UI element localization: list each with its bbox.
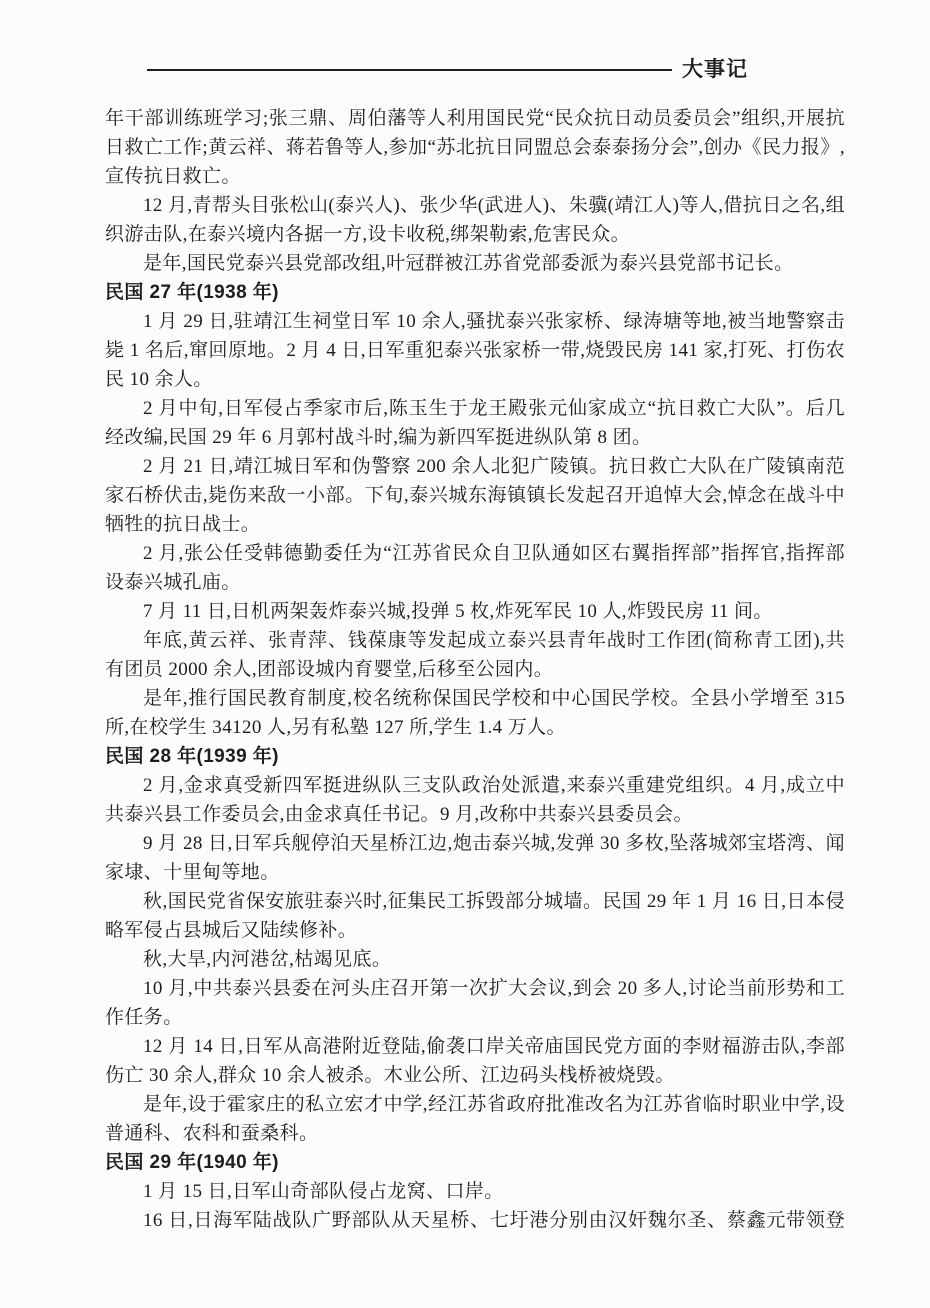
chronicle-paragraph: 2 月 21 日,靖江城日军和伪警察 200 余人北犯广陵镇。抗日救亡大队在广陵镇南范家石桥伏击,毙伤来敌一小部。下旬,泰兴城东海镇镇长发起召开追悼大会,悼念在战斗中牺牲的抗日战士。 xyxy=(105,456,845,535)
chronicle-paragraph: 年干部训练班学习;张三鼎、周伯藩等人利用国民党“民众抗日动员委员会”组织,开展抗日救亡工作;黄云祥、蒋若鲁等人,参加“苏北抗日同盟总会泰泰扬分会”,创办《民力报》,宣传抗日救亡。 xyxy=(105,108,845,187)
header-rule xyxy=(147,69,672,71)
section-heading: 民国 29 年(1940 年) xyxy=(105,1152,279,1173)
chronicle-paragraph: 1 月 29 日,驻靖江生祠堂日军 10 余人,骚扰泰兴张家桥、绿涛塘等地,被当地警察击毙 1 名后,窜回原地。2 月 4 日,日军重犯泰兴张家桥一带,烧毁民房 141 家,打死、打伤农民 10 余人。 xyxy=(105,311,845,390)
chronicle-paragraph: 年底,黄云祥、张青萍、钱葆康等发起成立泰兴县青年战时工作团(简称青工团),共有团员 2000 余人,团部设城内育婴堂,后移至公园内。 xyxy=(105,630,845,680)
chronicle-paragraph: 1 月 15 日,日军山奇部队侵占龙窝、口岸。 xyxy=(143,1181,504,1202)
chronicle-paragraph: 是年,设于霍家庄的私立宏才中学,经江苏省政府批准改名为江苏省临时职业中学,设普通科、农科和蚕桑科。 xyxy=(105,1094,845,1144)
section-heading: 民国 27 年(1938 年) xyxy=(105,282,279,303)
chronicle-paragraph: 2 月,张公任受韩德勤委任为“江苏省民众自卫队通如区右翼指挥部”指挥官,指挥部设泰兴城孔庙。 xyxy=(105,543,845,593)
chronicle-paragraph: 是年,推行国民教育制度,校名统称保国民学校和中心国民学校。全县小学增至 315 所,在校学生 34120 人,另有私塾 127 所,学生 1.4 万人。 xyxy=(105,688,845,738)
chronicle-paragraph: 2 月,金求真受新四军挺进纵队三支队政治处派遣,来泰兴重建党组织。4 月,成立中共泰兴县工作委员会,由金求真任书记。9 月,改称中共泰兴县委员会。 xyxy=(105,775,845,825)
page-header xyxy=(147,58,748,82)
chronicle-paragraph: 12 月,青帮头目张松山(泰兴人)、张少华(武进人)、朱骥(靖江人)等人,借抗日之名,组织游击队,在泰兴境内各据一方,设卡收税,绑架勒索,危害民众。 xyxy=(105,195,845,245)
chronicle-content xyxy=(105,104,845,1235)
chronicle-paragraph: 秋,国民党省保安旅驻泰兴时,征集民工拆毁部分城墙。民国 29 年 1 月 16 日,日本侵略军侵占县城后又陆续修补。 xyxy=(105,891,845,941)
chronicle-paragraph: 7 月 11 日,日机两架轰炸泰兴城,投弹 5 枚,炸死军民 10 人,炸毁民房 11 间。 xyxy=(143,601,773,622)
chronicle-paragraph: 16 日,日海军陆战队广野部队从天星桥、七圩港分别由汉奸魏尔圣、蔡鑫元带领登 xyxy=(143,1210,845,1231)
chronicle-paragraph: 10 月,中共泰兴县委在河头庄召开第一次扩大会议,到会 20 多人,讨论当前形势和工作任务。 xyxy=(105,978,845,1028)
section-heading: 民国 28 年(1939 年) xyxy=(105,746,279,767)
chronicle-paragraph: 秋,大旱,内河港岔,枯竭见底。 xyxy=(143,949,392,970)
chronicle-paragraph: 2 月中旬,日军侵占季家市后,陈玉生于龙王殿张元仙家成立“抗日救亡大队”。后几经改编,民国 29 年 6 月郭村战斗时,编为新四军挺进纵队第 8 团。 xyxy=(105,398,845,448)
chronicle-paragraph: 是年,国民党泰兴县党部改组,叶冠群被江苏省党部委派为泰兴县党部书记长。 xyxy=(143,253,794,274)
chronicle-paragraph: 12 月 14 日,日军从高港附近登陆,偷袭口岸关帝庙国民党方面的李财福游击队,李部伤亡 30 余人,群众 10 余人被杀。木业公所、江边码头栈桥被烧毁。 xyxy=(105,1036,845,1086)
page-title: 大事记 xyxy=(682,58,748,81)
chronicle-paragraph: 9 月 28 日,日军兵舰停泊天星桥江边,炮击泰兴城,发弹 30 多枚,坠落城郊宝塔湾、闻家埭、十里甸等地。 xyxy=(105,833,845,883)
